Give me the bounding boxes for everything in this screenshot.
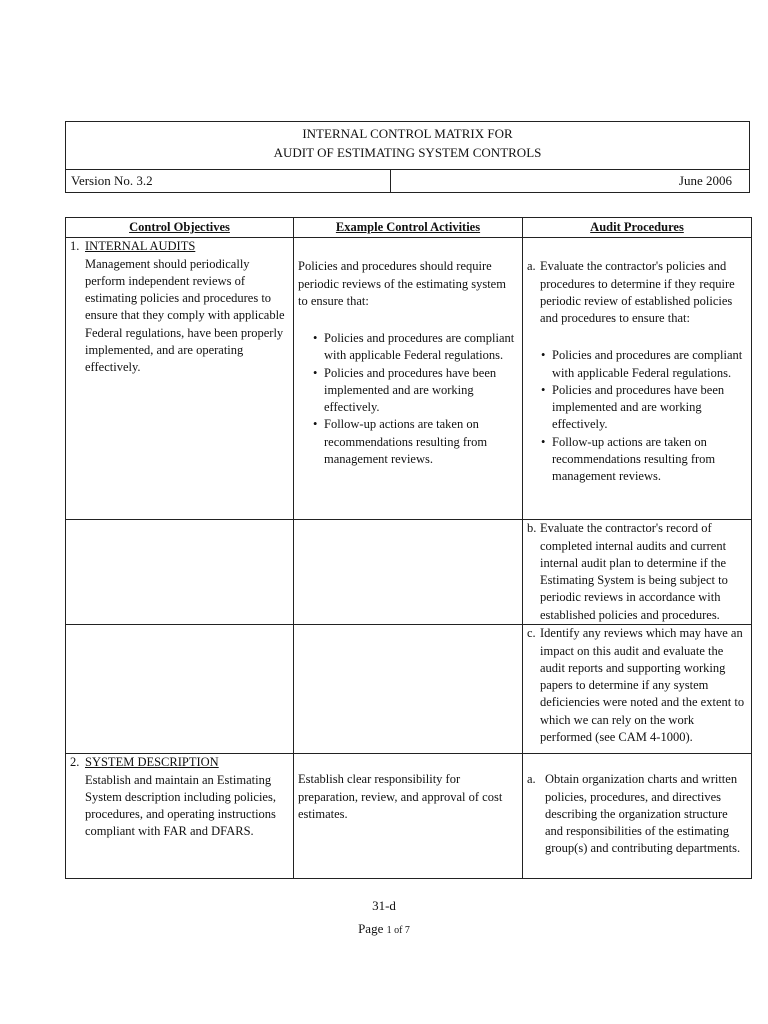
table-row bbox=[66, 238, 752, 520]
title-line-1: INTERNAL CONTROL MATRIX FOR bbox=[302, 126, 513, 141]
version-row bbox=[66, 170, 749, 193]
table-row bbox=[66, 754, 752, 879]
section-heading bbox=[70, 754, 289, 771]
list-item: • Policies and procedures are compliant with applicable Federal regulations. bbox=[324, 330, 518, 365]
header-audit-procedures: Audit Procedures bbox=[523, 218, 752, 238]
activity-bullet-list bbox=[298, 330, 518, 468]
header-example-control-activities: Example Control Activities bbox=[294, 218, 523, 238]
procedure-b bbox=[527, 520, 747, 624]
list-item: • Policies and procedures have been implemented and are working effectively. bbox=[552, 382, 747, 434]
procedure-b-text: Evaluate the contractor's record of completed internal audits and current internal audit plan to determine if the Estimating System is being subject to periodic reviews in accordance with established policies and procedures. bbox=[540, 521, 728, 622]
list-item: • Follow-up actions are taken on recommendations resulting from management reviews. bbox=[324, 416, 518, 468]
procedure-a-text: Evaluate the contractor's policies and procedures to determine if they require periodic review of established policies and procedures to ensure that: bbox=[540, 259, 735, 325]
activity-text: Establish clear responsibility for preparation, review, and approval of cost estimates. bbox=[298, 772, 503, 821]
page-count: 1 of 7 bbox=[386, 925, 410, 936]
section-title: SYSTEM DESCRIPTION bbox=[85, 755, 219, 770]
procedure-letter: a. bbox=[527, 259, 536, 274]
procedure-cell bbox=[523, 625, 752, 754]
version-date: June 2006 bbox=[678, 173, 732, 188]
list-item: • Policies and procedures are compliant with applicable Federal regulations. bbox=[552, 347, 747, 382]
page-code: 31-d bbox=[372, 898, 396, 913]
activity-cell bbox=[294, 520, 523, 625]
section-number: 2. bbox=[70, 755, 80, 770]
activity-intro: Policies and procedures should require periodic reviews of the estimating system to ensure that: bbox=[298, 259, 506, 308]
procedure-letter: c. bbox=[527, 626, 536, 641]
version-number: Version No. 3.2 bbox=[66, 170, 391, 193]
document-title bbox=[66, 122, 749, 170]
title-line-2: AUDIT OF ESTIMATING SYSTEM CONTROLS bbox=[273, 144, 542, 160]
objective-cell bbox=[66, 625, 294, 754]
objective-cell bbox=[66, 520, 294, 625]
table-header-row bbox=[66, 218, 752, 238]
page-word: Page bbox=[358, 921, 384, 936]
procedure-bullet-list bbox=[540, 347, 747, 485]
list-item: • Follow-up actions are taken on recommendations resulting from management reviews. bbox=[552, 434, 747, 486]
objective-cell bbox=[66, 754, 294, 879]
procedure-a-text: Obtain organization charts and written policies, procedures, and directives describing the organization structure and responsibilities of the estimating group(s) and contributing departments. bbox=[545, 772, 741, 856]
table-row bbox=[66, 625, 752, 754]
procedure-cell bbox=[523, 520, 752, 625]
procedure-c-text: Identify any reviews which may have an impact on this audit and evaluate the audit reports and supporting working papers to determine if any system deficiencies were noted and the extent to which we can rely on the work performed (see CAM 4-1000). bbox=[540, 626, 745, 744]
procedure-letter: a. bbox=[527, 772, 536, 787]
list-item: • Policies and procedures have been implemented and are working effectively. bbox=[324, 365, 518, 417]
procedure-letter: b. bbox=[527, 521, 537, 536]
procedure-c bbox=[527, 625, 747, 746]
header-control-objectives: Control Objectives bbox=[66, 218, 294, 238]
activity-cell bbox=[294, 625, 523, 754]
table-row bbox=[66, 520, 752, 625]
procedure-a bbox=[527, 754, 747, 857]
procedure-cell bbox=[523, 238, 752, 520]
section-title: INTERNAL AUDITS bbox=[85, 239, 196, 254]
section-number: 1. bbox=[70, 239, 80, 254]
procedure-a bbox=[527, 238, 747, 485]
control-matrix-table bbox=[65, 217, 752, 879]
objective-cell bbox=[66, 238, 294, 520]
activity-cell bbox=[294, 754, 523, 879]
objective-text: Management should periodically perform independent reviews of estimating policies and procedures to ensure that they comply with applicable Federal regulations, have been properly implemented, and are operating effectively. bbox=[85, 256, 285, 374]
procedure-cell bbox=[523, 754, 752, 879]
activity-cell bbox=[294, 238, 523, 520]
document-header bbox=[65, 121, 750, 193]
section-heading bbox=[70, 238, 289, 255]
objective-text: Establish and maintain an Estimating System description including policies, procedures, and operating instructions compliant with FAR and DFARS. bbox=[85, 772, 276, 839]
page-number bbox=[0, 920, 768, 938]
